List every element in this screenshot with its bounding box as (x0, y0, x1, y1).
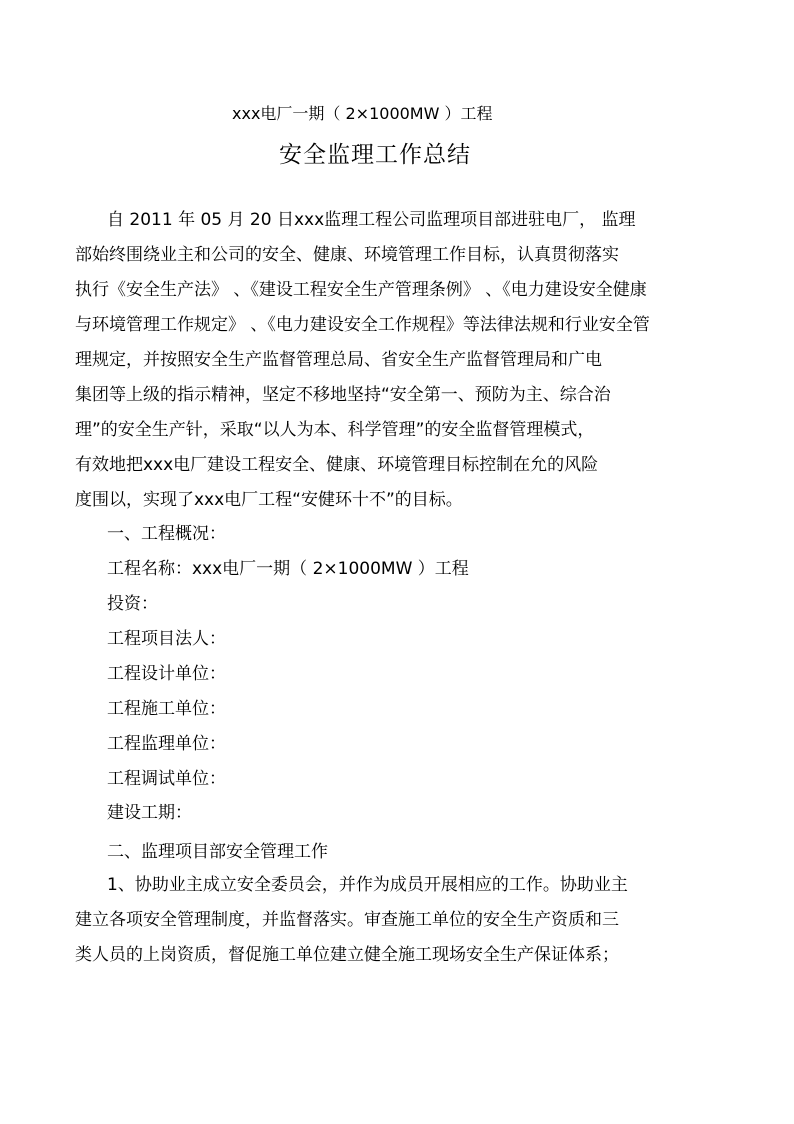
intro-line: 自 2011 年 05 月 20 日xxx监理工程公司监理项目部进驻电厂， 监理 (107, 210, 636, 230)
field-investment: 投资： (107, 594, 158, 614)
document-heading: 安全监理工作总结 (279, 142, 471, 168)
field-construction-unit: 工程施工单位： (107, 699, 226, 719)
paragraph-line: 1、协助业主成立安全委员会，并作为成员开展相应的工作。协助业主 (107, 875, 628, 895)
field-construction-period: 建设工期： (107, 803, 192, 823)
section-heading: 一、工程概况： (107, 524, 226, 544)
field-commissioning-unit: 工程调试单位： (107, 769, 226, 789)
intro-line: 度围以，实现了xxx电厂工程“安健环十不”的目标。 (75, 490, 463, 510)
field-legal-entity: 工程项目法人： (107, 629, 226, 649)
section-heading: 二、监理项目部安全管理工作 (107, 842, 328, 862)
intro-line: 集团等上级的指示精神，坚定不移地坚持“安全第一、预防为主、综合治 (75, 385, 611, 405)
intro-line: 理规定，并按照安全生产监督管理总局、省安全生产监督管理局和广电 (75, 350, 602, 370)
field-supervision-unit: 工程监理单位： (107, 734, 226, 754)
intro-line: 有效地把xxx电厂建设工程安全、健康、环境管理目标控制在允的风险 (75, 455, 599, 475)
intro-line: 执行《安全生产法》 、《建设工程安全生产管理条例》 、《电力建设安全健康 (75, 280, 647, 300)
intro-line: 与环境管理工作规定》 、《电力建设安全工作规程》等法律法规和行业安全管 (75, 315, 650, 335)
intro-line: 理”的安全生产针，采取“以人为本、科学管理”的安全监督管理模式， (75, 420, 595, 440)
document-title: xxx电厂一期（ 2×1000MW ）工程 (232, 104, 493, 123)
field-project-name: 工程名称：xxx电厂一期（ 2×1000MW ）工程 (107, 559, 469, 579)
field-design-unit: 工程设计单位： (107, 664, 226, 684)
paragraph-line: 建立各项安全管理制度，并监督落实。审查施工单位的安全生产资质和三 (75, 910, 619, 930)
intro-line: 部始终围绕业主和公司的安全、健康、环境管理工作目标，认真贯彻落实 (75, 245, 619, 265)
paragraph-line: 类人员的上岗资质，督促施工单位建立健全施工现场安全生产保证体系； (75, 945, 619, 965)
